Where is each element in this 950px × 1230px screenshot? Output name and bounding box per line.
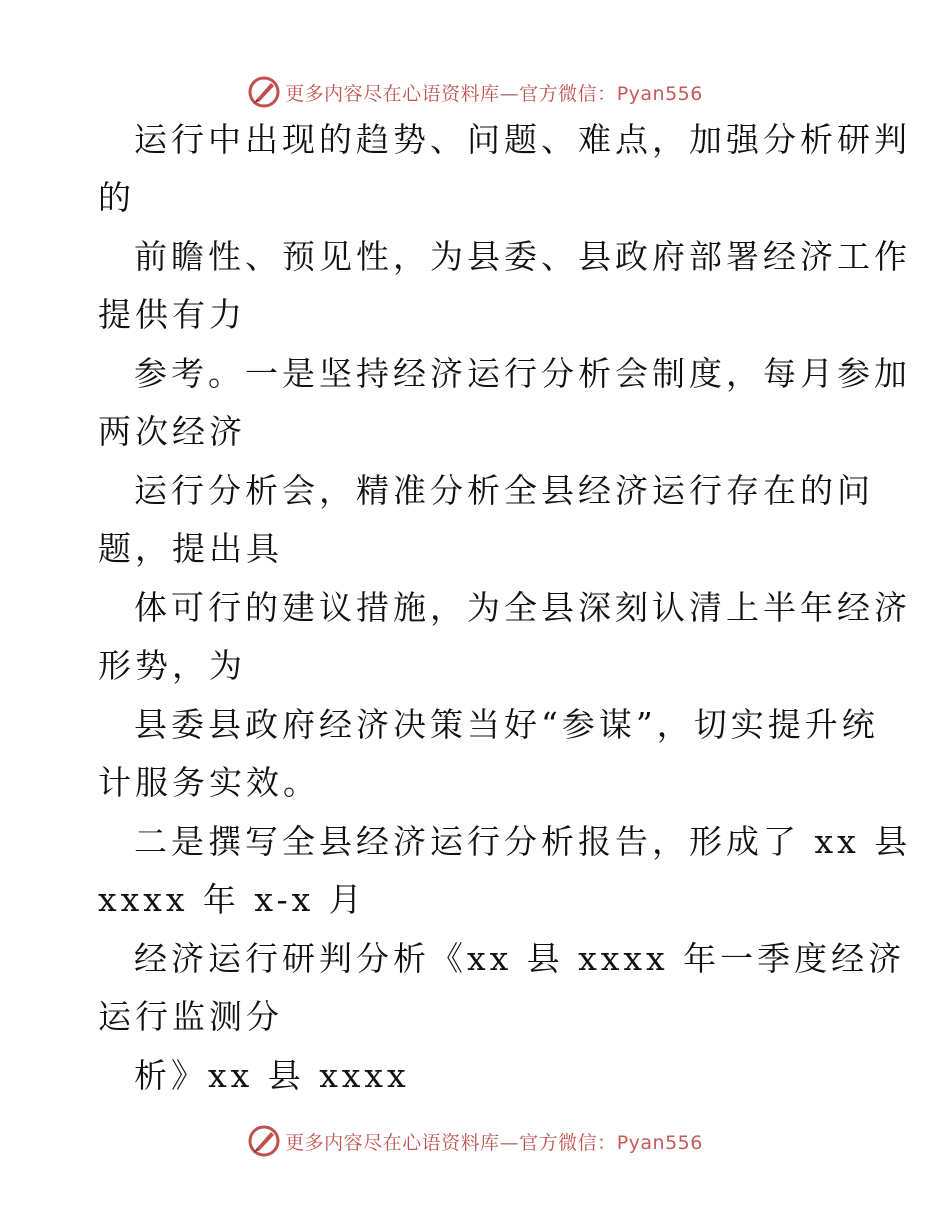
watermark-label: 官方微信： (519, 1131, 617, 1154)
watermark-brand: 更多内容尽在心语资料库 (285, 82, 500, 105)
body-line: xxxx 年 x-x 月 (98, 880, 366, 919)
header-watermark (0, 72, 950, 112)
body-line: 运行中出现的趋势、问题、难点，加强分析研判 (134, 120, 911, 159)
footer-watermark (0, 1121, 950, 1161)
body-line: 两次经济 (98, 412, 246, 451)
watermark-id: Pyan556 (616, 82, 703, 105)
watermark-text (285, 1128, 703, 1155)
watermark-separator: — (499, 1131, 520, 1154)
body-line: 体可行的建议措施，为全县深刻认清上半年经济 (134, 588, 911, 627)
body-line: 前瞻性、预见性，为县委、县政府部署经济工作 (134, 237, 911, 276)
body-line: 经济运行研判分析《xx 县 xxxx 年一季度经济 (134, 939, 906, 978)
body-line: 二是撰写全县经济运行分析报告，形成了 xx 县 (134, 822, 912, 861)
body-line: 析》xx 县 xxxx (134, 1056, 410, 1095)
body-line: 的 (98, 178, 135, 217)
quill-pen-circle-icon (247, 75, 281, 109)
body-line: 计服务实效。 (98, 763, 320, 802)
watermark-separator: — (499, 82, 520, 105)
watermark-text (285, 79, 703, 106)
watermark-id: Pyan556 (616, 1131, 703, 1154)
quill-pen-circle-icon (247, 1124, 281, 1158)
body-line: 运行监测分 (98, 997, 283, 1036)
body-line: 参考。一是坚持经济运行分析会制度，每月参加 (134, 354, 911, 393)
watermark-label: 官方微信： (519, 82, 617, 105)
body-line: 形势，为 (98, 646, 246, 685)
body-line: 县委县政府经济决策当好“参谋”，切实提升统 (134, 705, 879, 744)
watermark-brand: 更多内容尽在心语资料库 (285, 1131, 500, 1154)
body-line: 题，提出具 (98, 529, 283, 568)
body-line: 运行分析会，精准分析全县经济运行存在的问 (134, 471, 874, 510)
body-line: 提供有力 (98, 295, 246, 334)
